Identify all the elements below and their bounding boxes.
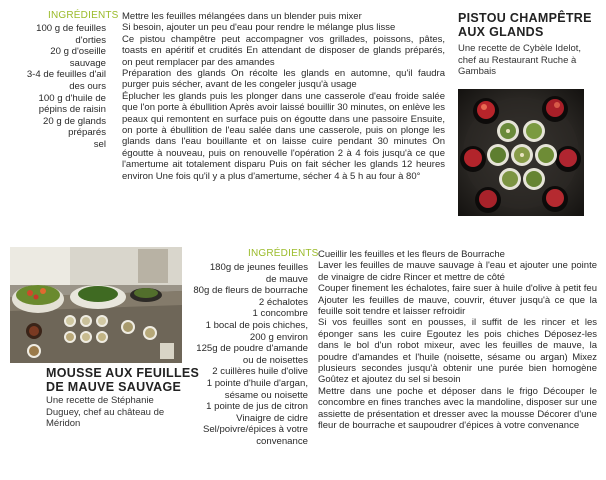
- list-item: sauvage: [69, 57, 106, 69]
- list-item: 20 g de glands: [43, 115, 106, 127]
- list-item: 2 échalotes: [258, 296, 308, 308]
- list-item: pépins de raisin: [38, 104, 106, 116]
- list-item: 125g de poudre d'amande: [196, 343, 308, 355]
- list-item: préparés: [68, 127, 106, 139]
- list-item: d'orties: [75, 34, 106, 46]
- list-item: de mauve: [265, 273, 308, 285]
- mousse-table-photo: [10, 247, 182, 363]
- pistou-ingredients-list: [14, 23, 106, 151]
- instruction-paragraph: Cueillir les feuilles et les fleurs de Bourrache: [318, 249, 505, 260]
- instruction-paragraph: Laver les feuilles de mauve sauvage à l'eau et ajouter une pointe de vinaigre de cidre Rincer et mettre de côté: [318, 260, 597, 283]
- list-item: 2 cuillères huile d'olive: [212, 366, 308, 378]
- instruction-paragraph: Mettre les feuilles mélangées dans un blender puis mixer: [122, 11, 362, 22]
- instruction-paragraph: Préparation des glands On récolte les glands en automne, qu'il faudra purger puis sécher, avant de les congeler jusqu'à usage: [122, 68, 445, 91]
- instruction-paragraph: Si vos feuilles sont en pousses, il suffit de les rincer et les éponger sans les cuire Egoutez les pois chiches Déposez-les dans le bol d'un robot mixeur, avec les feuilles de mauve, la poudre d'amandes et l'huile (noisette, sésame ou argan) Mixez plusieurs secondes jusqu'à obtenir une purée bien homogène Goûtez et ajoutez du sel si besoin: [318, 317, 597, 386]
- instruction-paragraph: Éplucher les glands puis les plonger dans une casserole d'eau froide salée que l'on porte à ébullition Après avoir laissé bouillir 30 minutes, on enlève les peaux qui remontent en surface puis on égoutte dans une passoire Ensuite, on porte à ébullition de l'eau salée dans une casserole, puis on plonge les glands dans l'eau bouillante et on laisse cuire pendant 30 minutes On égoutte à nouveau, puis on renouvelle l'opération 2 à 4 fois jusqu'à ce que l'amertume ait totalement disparu Puis on fait sécher les glands 12 heures environ Une fois qu'il y a plus d'amertume, sécher 4 à 5 h au four à 80°: [122, 90, 445, 182]
- list-item: des ours: [69, 80, 106, 92]
- title-line: MOUSSE AUX FEUILLES: [46, 366, 200, 380]
- list-item: convenance: [256, 435, 308, 447]
- list-item: 20 g d'oseille: [50, 46, 106, 58]
- pistou-instructions: [122, 11, 445, 182]
- list-item: Sel/poivre/épices à votre: [202, 424, 308, 436]
- pistou-title: [458, 11, 603, 39]
- instruction-paragraph: Ce pistou champêtre peut accompagner vos grillades, poissons, pâtes, toasts en apéritif et crudités En attendant de disposer de glands préparés, on peut remplacer par des amandes: [122, 33, 445, 68]
- byline-line: Gambais: [458, 66, 497, 78]
- list-item: 1 pointe de jus de citron: [206, 401, 308, 413]
- list-item: 80g de fleurs de bourrache: [193, 285, 308, 297]
- list-item: ou de noisettes: [242, 354, 308, 366]
- title-line: DE MAUVE SAUVAGE: [46, 380, 182, 394]
- list-item: 200 g environ: [249, 331, 308, 343]
- list-item: 1 bocal de pois chiches,: [205, 319, 308, 331]
- list-item: 3-4 de feuilles d'ail: [26, 69, 106, 81]
- instruction-paragraph: Si besoin, ajouter un peu d'eau pour rendre le mélange plus lisse: [122, 22, 396, 34]
- byline-line: Une recette de Stéphanie: [46, 395, 154, 406]
- title-line: PISTOU CHAMPÊTRE: [458, 11, 592, 25]
- mousse-ingredients-label: INGRÉDIENTS: [248, 248, 319, 259]
- byline-line: chef au Restaurant Ruche à: [458, 54, 577, 66]
- mousse-byline: [46, 395, 206, 430]
- list-item: sel: [93, 138, 106, 150]
- byline-line: Une recette de Cybèle Idelot,: [458, 43, 582, 54]
- list-item: 1 pointe d'huile d'argan,: [206, 377, 308, 389]
- mousse-instructions: [318, 249, 597, 432]
- title-line: AUX GLANDS: [458, 25, 544, 39]
- instruction-paragraph: Couper finement les échalotes, faire suer à huile d'olive à petit feu Ajouter les feuilles de mauve, couvrir, étuver jusqu'à ce que la feuille soit tendre et laisser refroidir: [318, 283, 597, 318]
- pistou-byline: [458, 43, 603, 78]
- list-item: 180g de jeunes feuilles: [209, 262, 308, 273]
- mousse-ingredients-list: [190, 262, 308, 448]
- list-item: sésame ou noisette: [224, 389, 308, 401]
- byline-line: Méridon: [46, 418, 81, 430]
- list-item: 100 g de feuilles: [36, 23, 106, 34]
- list-item: 1 concombre: [252, 308, 308, 320]
- instruction-paragraph: Mettre dans une poche et déposer dans le frigo Découper le concombre en fines tranches avec la mandoline, disposer sur une assiette de présentation et dresser avec la mousse Décorer d'une fleur de bourrache et saupoudrer d'épices à votre convenance: [318, 385, 597, 432]
- byline-line: Duguey, chef au château de: [46, 406, 165, 418]
- pistou-dish-photo: [458, 89, 584, 216]
- pistou-ingredients-label: INGRÉDIENTS: [48, 10, 119, 21]
- list-item: Vinaigre de cidre: [236, 412, 308, 424]
- list-item: 100 g d'huile de: [38, 92, 106, 104]
- mousse-title: [46, 366, 206, 394]
